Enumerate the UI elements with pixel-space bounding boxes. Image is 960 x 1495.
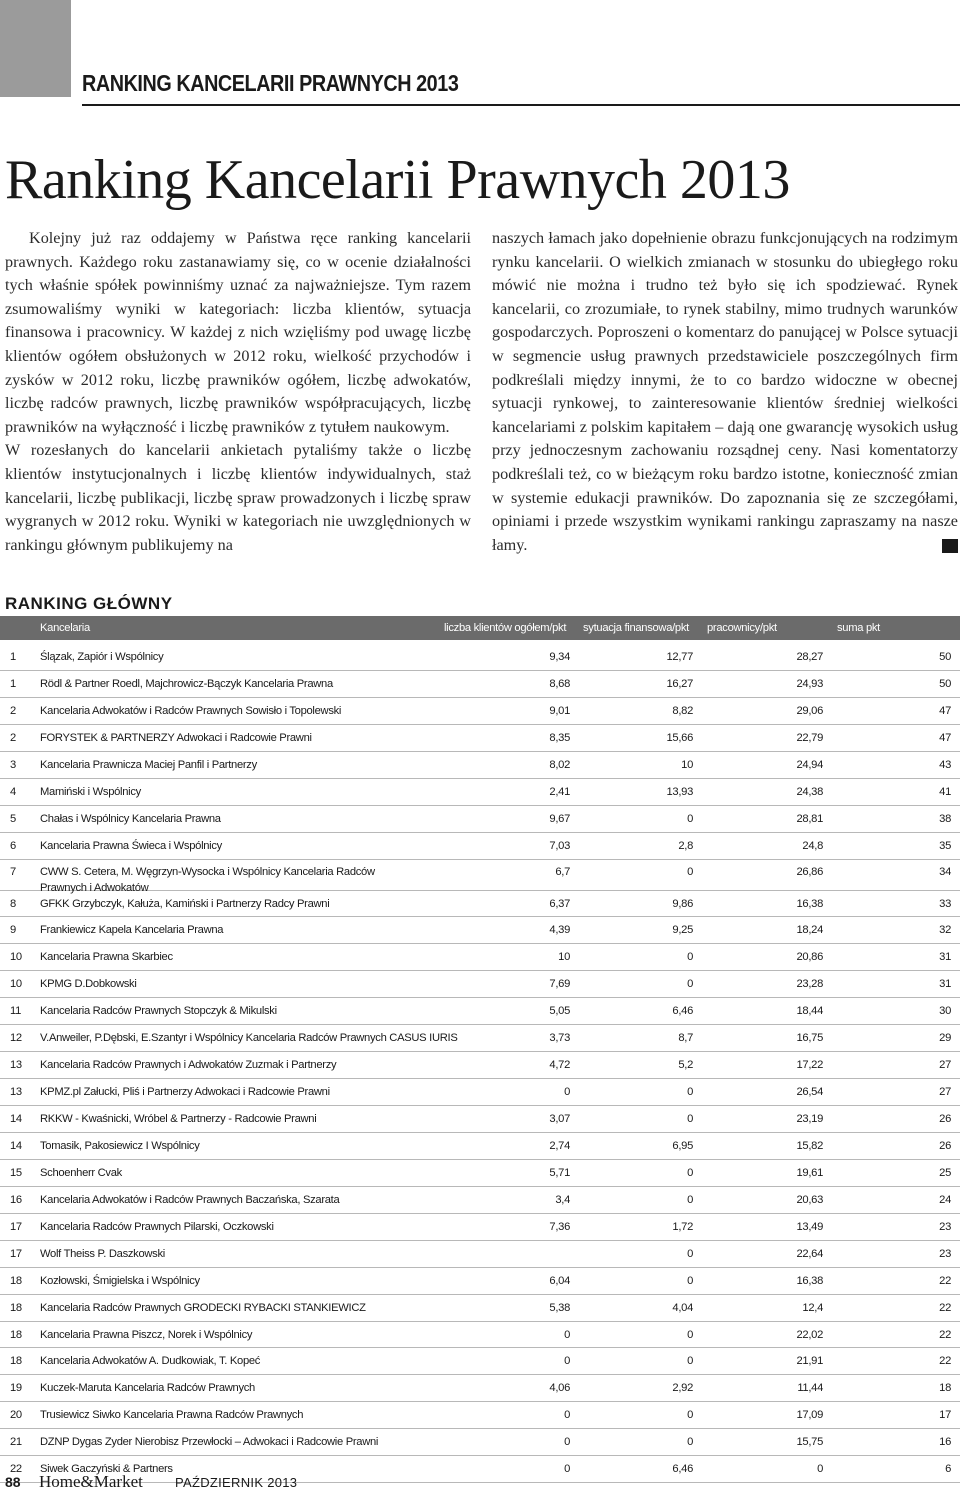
end-of-article-mark xyxy=(942,539,958,553)
rank-cell: 12 xyxy=(10,1032,22,1045)
clients-score-cell: 0 xyxy=(564,1409,570,1422)
table-row xyxy=(0,971,960,998)
total-score-cell: 35 xyxy=(939,839,951,852)
total-score-cell: 24 xyxy=(939,1193,951,1206)
firm-name-cell: Tomasik, Pakosiewicz I Wspólnicy xyxy=(40,1139,200,1152)
clients-score-cell: 8,35 xyxy=(549,731,570,744)
table-row xyxy=(0,1025,960,1052)
finance-score-cell: 4,04 xyxy=(672,1301,693,1314)
finance-score-cell: 0 xyxy=(687,1328,693,1341)
column-header-clients: liczba klientów ogółem/pkt xyxy=(444,622,567,634)
staff-score-cell: 18,44 xyxy=(796,1005,823,1018)
staff-score-cell: 24,8 xyxy=(802,839,823,852)
total-score-cell: 47 xyxy=(939,731,951,744)
finance-score-cell: 0 xyxy=(687,812,693,825)
firm-name-cell: Kancelaria Prawnicza Maciej Panfil i Partnerzy xyxy=(40,758,257,771)
firm-name-cell: Kancelaria Radców Prawnych Stopczyk & Mikulski xyxy=(40,1005,277,1018)
total-score-cell: 30 xyxy=(939,1005,951,1018)
staff-score-cell: 17,09 xyxy=(796,1409,823,1422)
finance-score-cell: 13,93 xyxy=(666,785,693,798)
clients-score-cell: 7,03 xyxy=(549,839,570,852)
magazine-brand: Home&Market xyxy=(39,1472,143,1491)
firm-name-cell: Schoenherr Cvak xyxy=(40,1166,122,1179)
clients-score-cell: 9,67 xyxy=(549,812,570,825)
total-score-cell: 47 xyxy=(939,704,951,717)
finance-score-cell: 6,95 xyxy=(672,1139,693,1152)
header-rule xyxy=(82,104,960,106)
staff-score-cell: 29,06 xyxy=(796,704,823,717)
firm-name-cell: Mamiński i Wspólnicy xyxy=(40,785,141,798)
table-row xyxy=(0,860,960,894)
rank-cell: 17 xyxy=(10,1220,22,1233)
total-score-cell: 17 xyxy=(939,1409,951,1422)
ranking-table xyxy=(0,616,960,1483)
finance-score-cell: 8,7 xyxy=(678,1032,693,1045)
intro-paragraph-3 xyxy=(492,227,958,557)
rank-cell: 19 xyxy=(10,1382,22,1395)
finance-score-cell: 0 xyxy=(687,1166,693,1179)
clients-score-cell: 0 xyxy=(564,1355,570,1368)
intro-paragraph-2: W rozesłanych do kancelarii ankietach pytaliśmy także o liczbę klientów instytucjonalnych i liczbę klientów indywidualnych, staż kancelarii, liczbę publikacji, liczbę spraw prowadzonych i liczbę spraw wygranych w 2012 roku. Wyniki w kategoriach nie uwzględnionych w rankingu głównym publikujemy na xyxy=(5,441,471,554)
column-header-firm: Kancelaria xyxy=(40,622,90,634)
total-score-cell: 33 xyxy=(939,897,951,910)
table-row xyxy=(0,806,960,833)
firm-name-cell: Wolf Theiss P. Daszkowski xyxy=(40,1247,165,1260)
table-row xyxy=(0,1160,960,1187)
table-row xyxy=(0,1375,960,1402)
rank-cell: 10 xyxy=(10,951,22,964)
staff-score-cell: 18,24 xyxy=(796,924,823,937)
rank-cell: 14 xyxy=(10,1113,22,1125)
firm-name-cell: Kancelaria Prawna Skarbiec xyxy=(40,951,173,964)
clients-score-cell: 4,39 xyxy=(549,924,570,937)
finance-score-cell: 2,92 xyxy=(672,1382,693,1395)
table-row xyxy=(0,1295,960,1322)
finance-score-cell: 0 xyxy=(687,1113,693,1125)
table-body xyxy=(0,644,960,1483)
section-header: RANKING KANCELARII PRAWNYCH 2013 xyxy=(82,70,459,96)
staff-score-cell: 15,82 xyxy=(796,1139,823,1152)
firm-name-cell: Frankiewicz Kapela Kancelaria Prawna xyxy=(40,924,224,937)
issue-date: PAŹDZIERNIK 2013 xyxy=(175,1475,298,1490)
table-row xyxy=(0,671,960,698)
table-row xyxy=(0,1187,960,1214)
staff-score-cell: 16,38 xyxy=(796,1274,823,1287)
finance-score-cell: 1,72 xyxy=(672,1220,693,1233)
staff-score-cell: 19,61 xyxy=(796,1166,823,1179)
clients-score-cell: 8,02 xyxy=(549,758,570,771)
rank-cell: 4 xyxy=(10,785,16,798)
total-score-cell: 31 xyxy=(939,951,951,964)
firm-name-cell: Kancelaria Radców Prawnych i Adwokatów Zuzmak i Partnerzy xyxy=(40,1059,337,1072)
clients-score-cell: 7,69 xyxy=(549,978,570,991)
finance-score-cell: 0 xyxy=(687,1355,693,1368)
total-score-cell: 43 xyxy=(939,758,951,771)
finance-score-cell: 6,46 xyxy=(672,1005,693,1018)
firm-name-cell: Kancelaria Radców Prawnych GRODECKI RYBACKI STANKIEWICZ xyxy=(40,1301,366,1314)
finance-score-cell: 0 xyxy=(687,1193,693,1206)
finance-score-cell: 0 xyxy=(687,1274,693,1287)
finance-score-cell: 2,8 xyxy=(678,839,693,852)
total-score-cell: 26 xyxy=(939,1113,951,1125)
staff-score-cell: 16,38 xyxy=(796,897,823,910)
clients-score-cell: 6,04 xyxy=(549,1274,570,1287)
page-number: 88 xyxy=(5,1474,21,1490)
table-row xyxy=(0,1348,960,1375)
table-row xyxy=(0,644,960,671)
firm-name-cell: Ślązak, Zapiór i Wspólnicy xyxy=(40,651,164,663)
clients-score-cell: 3,4 xyxy=(555,1193,570,1206)
total-score-cell: 22 xyxy=(939,1301,951,1314)
finance-score-cell: 0 xyxy=(687,1086,693,1099)
clients-score-cell: 4,06 xyxy=(549,1382,570,1395)
staff-score-cell: 26,54 xyxy=(796,1086,823,1099)
finance-score-cell: 15,66 xyxy=(666,731,693,744)
staff-score-cell: 21,91 xyxy=(796,1355,823,1368)
staff-score-cell: 20,63 xyxy=(796,1193,823,1206)
rank-cell: 18 xyxy=(10,1301,22,1314)
table-row xyxy=(0,698,960,725)
staff-score-cell: 20,86 xyxy=(796,951,823,964)
table-row xyxy=(0,891,960,918)
rank-cell: 5 xyxy=(10,812,16,825)
finance-score-cell: 9,25 xyxy=(672,924,693,937)
rank-cell: 17 xyxy=(10,1247,22,1260)
finance-score-cell: 0 xyxy=(687,1436,693,1449)
clients-score-cell: 0 xyxy=(564,1328,570,1341)
staff-score-cell: 22,79 xyxy=(796,731,823,744)
table-row xyxy=(0,1214,960,1241)
table-row xyxy=(0,917,960,944)
staff-score-cell: 11,44 xyxy=(797,1382,823,1395)
ranking-heading: RANKING GŁÓWNY xyxy=(5,594,173,613)
rank-cell: 22 xyxy=(10,1463,22,1476)
firm-name-cell: Rödl & Partner Roedl, Majchrowicz-Bączyk Kancelaria Prawna xyxy=(40,677,333,690)
table-header-row xyxy=(0,616,960,640)
total-score-cell: 27 xyxy=(939,1086,951,1099)
total-score-cell: 23 xyxy=(939,1220,951,1233)
clients-score-cell: 2,41 xyxy=(549,785,570,798)
clients-score-cell: 3,73 xyxy=(549,1032,570,1045)
firm-name-cell: Kancelaria Radców Prawnych Pilarski, Oczkowski xyxy=(40,1220,274,1233)
table-row xyxy=(0,998,960,1025)
clients-score-cell: 9,34 xyxy=(549,651,570,663)
column-header-finance: sytuacja finansowa/pkt xyxy=(583,622,689,634)
total-score-cell: 16 xyxy=(939,1436,951,1449)
finance-score-cell: 9,86 xyxy=(672,897,693,910)
page-title: Ranking Kancelarii Prawnych 2013 xyxy=(5,149,790,211)
total-score-cell: 38 xyxy=(939,812,951,825)
rank-cell: 8 xyxy=(10,897,16,910)
firm-name-cell: Kozłowski, Śmigielska i Wspólnicy xyxy=(40,1274,200,1287)
firm-name-cell: FORYSTEK & PARTNERZY Adwokaci i Radcowie Prawni xyxy=(40,731,312,744)
corner-decoration xyxy=(0,0,71,97)
table-row xyxy=(0,1402,960,1429)
clients-score-cell: 9,01 xyxy=(549,704,570,717)
table-row xyxy=(0,1241,960,1268)
table-row xyxy=(0,1106,960,1133)
staff-score-cell: 26,86 xyxy=(796,865,823,878)
firm-name-cell: Kancelaria Prawna Piszcz, Norek i Wspólnicy xyxy=(40,1328,253,1341)
finance-score-cell: 16,27 xyxy=(666,677,693,690)
total-score-cell: 29 xyxy=(939,1032,951,1045)
finance-score-cell: 0 xyxy=(687,1247,693,1260)
clients-score-cell: 7,36 xyxy=(549,1220,570,1233)
firm-name-cell: RKKW - Kwaśnicki, Wróbel & Partnerzy - Radcowie Prawni xyxy=(40,1113,317,1125)
intro-right-column xyxy=(492,227,958,557)
rank-cell: 16 xyxy=(10,1193,22,1206)
rank-cell: 20 xyxy=(10,1409,22,1422)
total-score-cell: 23 xyxy=(939,1247,951,1260)
staff-score-cell: 28,81 xyxy=(796,812,823,825)
rank-cell: 9 xyxy=(10,924,16,937)
finance-score-cell: 10 xyxy=(681,758,693,771)
total-score-cell: 41 xyxy=(939,785,951,798)
staff-score-cell: 13,49 xyxy=(796,1220,823,1233)
firm-name-cell: Trusiewicz Siwko Kancelaria Prawna Radców Prawnych xyxy=(40,1409,304,1422)
clients-score-cell: 6,7 xyxy=(555,865,570,878)
staff-score-cell: 22,02 xyxy=(796,1328,823,1341)
firm-name-cell: Kancelaria Adwokatów i Radców Prawnych Baczańska, Szarata xyxy=(40,1193,340,1206)
clients-score-cell: 0 xyxy=(564,1436,570,1449)
firm-name-cell: Kancelaria Adwokatów A. Dudkowiak, T. Kopeć xyxy=(40,1355,261,1368)
firm-name-cell: Kuczek-Maruta Kancelaria Radców Prawnych xyxy=(40,1382,255,1395)
clients-score-cell: 5,05 xyxy=(549,1005,570,1018)
page-footer xyxy=(5,1472,960,1494)
clients-score-cell: 5,71 xyxy=(549,1166,570,1179)
total-score-cell: 25 xyxy=(939,1166,951,1179)
table-row xyxy=(0,725,960,752)
column-header-sum: suma pkt xyxy=(837,622,880,634)
firm-name-cell: Kancelaria Adwokatów i Radców Prawnych Sowisło i Topolewski xyxy=(40,704,342,717)
rank-cell: 13 xyxy=(10,1086,22,1099)
finance-score-cell: 0 xyxy=(687,865,693,878)
firm-name-cell: KPMZ.pl Załucki, Pliś i Partnerzy Adwokaci i Radcowie Prawni xyxy=(40,1086,330,1099)
table-row xyxy=(0,1322,960,1349)
staff-score-cell: 12,4 xyxy=(802,1301,823,1314)
rank-cell: 15 xyxy=(10,1166,22,1179)
total-score-cell: 50 xyxy=(939,651,951,663)
finance-score-cell: 8,82 xyxy=(672,704,693,717)
table-row xyxy=(0,1268,960,1295)
staff-score-cell: 22,64 xyxy=(796,1247,823,1260)
firm-name-cell: Kancelaria Prawna Świeca i Wspólnicy xyxy=(40,839,222,852)
intro-paragraph-1: Kolejny już raz oddajemy w Państwa ręce ranking kancelarii prawnych. Każdego roku zastanawiamy się, co w ocenie działalności tych właśnie spółek powinniśmy uznać za najważniejsze. Tym razem zsumowaliśmy wyniki w kategoriach: liczba klientów, sytuacja finansowa i pracownicy. W każdej z nich wzięliśmy pod uwagę liczbę klientów ogółem obsłużonych w 2012 roku, wielkość przychodów i zysków w 2012 roku, liczbę prawników ogółem, liczbę adwokatów, liczbę radców prawnych, liczbę prawników współpracujących, liczbę prawników na wyłączność i liczbę prawników z tytułem naukowym. xyxy=(5,229,471,436)
rank-cell: 13 xyxy=(10,1059,22,1072)
rank-cell: 21 xyxy=(10,1436,22,1449)
clients-score-cell: 4,72 xyxy=(549,1059,570,1072)
firm-name-cell: Siwek Gaczyński & Partners xyxy=(40,1463,173,1476)
table-row xyxy=(0,1429,960,1456)
clients-score-cell: 8,68 xyxy=(549,677,570,690)
total-score-cell: 50 xyxy=(939,677,951,690)
rank-cell: 1 xyxy=(10,677,16,690)
staff-score-cell: 24,93 xyxy=(796,677,823,690)
staff-score-cell: 23,28 xyxy=(796,978,823,991)
clients-score-cell: 3,07 xyxy=(549,1113,570,1125)
finance-score-cell: 12,77 xyxy=(666,651,693,663)
staff-score-cell: 17,22 xyxy=(796,1059,823,1072)
rank-cell: 2 xyxy=(10,731,16,744)
rank-cell: 7 xyxy=(10,865,16,878)
table-row xyxy=(0,1079,960,1106)
table-row xyxy=(0,779,960,806)
rank-cell: 18 xyxy=(10,1328,22,1341)
total-score-cell: 6 xyxy=(945,1463,951,1476)
total-score-cell: 31 xyxy=(939,978,951,991)
rank-cell: 14 xyxy=(10,1139,22,1152)
clients-score-cell: 0 xyxy=(564,1086,570,1099)
staff-score-cell: 24,94 xyxy=(796,758,823,771)
rank-cell: 10 xyxy=(10,978,22,991)
firm-name-cell: GFKK Grzybczyk, Kałuża, Kamiński i Partnerzy Radcy Prawni xyxy=(40,897,330,910)
rank-cell: 3 xyxy=(10,758,16,771)
finance-score-cell: 0 xyxy=(687,978,693,991)
staff-score-cell: 28,27 xyxy=(796,651,823,663)
firm-name-cell: KPMG D.Dobkowski xyxy=(40,978,137,991)
rank-cell: 6 xyxy=(10,839,16,852)
staff-score-cell: 24,38 xyxy=(796,785,823,798)
intro-paragraph-3-text: naszych łamach jako dopełnienie obrazu funkcjonujących na rodzimym rynku kancelarii. O wielkich zmianach w stosunku do ubiegłego roku mówić nie można i trudno też było się ich spodziewać. Rynek kancelarii, co zrozumiałe, to rynek stabilny, mimo trudnych warunków gospodarczych. Poproszeni o komentarz do panującej w Polsce sytuacji w segmencie usług prawnych przedstawiciele poszczególnych firm podkreślali między innymi, że to co bardzo widoczne w obecnej sytuacji rynkowej, to zainteresowanie klientów średniej wielkości kancelariami z polskim kapitałem – dają one gwarancję wysokich usług przy jednoczesnym zachowaniu rozsądnej ceny. Nasi komentatorzy podkreślali też, co w bieżącym roku bardzo istotne, konieczność zmian w systemie edukacji prawników. Do zapoznania się ze szczegółami, opiniami i przede wszystkim wynikami rankingu zapraszamy na nasze łamy. xyxy=(492,229,958,554)
clients-score-cell: 5,38 xyxy=(549,1301,570,1314)
table-row xyxy=(0,1052,960,1079)
clients-score-cell: 10 xyxy=(558,951,570,964)
rank-cell: 11 xyxy=(10,1005,22,1018)
table-row xyxy=(0,944,960,971)
total-score-cell: 22 xyxy=(939,1355,951,1368)
total-score-cell: 34 xyxy=(939,865,951,878)
clients-score-cell: 2,74 xyxy=(549,1139,570,1152)
rank-cell: 18 xyxy=(10,1355,22,1368)
finance-score-cell: 5,2 xyxy=(678,1059,693,1072)
staff-score-cell: 23,19 xyxy=(796,1113,823,1125)
total-score-cell: 22 xyxy=(939,1274,951,1287)
rank-cell: 1 xyxy=(10,651,16,663)
finance-score-cell: 6,46 xyxy=(672,1463,693,1476)
staff-score-cell: 16,75 xyxy=(796,1032,823,1045)
intro-left-column xyxy=(5,227,471,557)
total-score-cell: 32 xyxy=(939,924,951,937)
total-score-cell: 18 xyxy=(939,1382,951,1395)
rank-cell: 2 xyxy=(10,704,16,717)
clients-score-cell: 6,37 xyxy=(549,897,570,910)
clients-score-cell: 0 xyxy=(564,1463,570,1476)
firm-name-cell: DZNP Dygas Zyder Nierobisz Przewłocki – Adwokaci i Radcowie Prawni xyxy=(40,1436,379,1449)
total-score-cell: 22 xyxy=(939,1328,951,1341)
column-header-staff: pracownicy/pkt xyxy=(707,622,777,634)
finance-score-cell: 0 xyxy=(687,951,693,964)
firm-name-cell: V.Anweiler, P.Dębski, E.Szantyr i Wspólnicy Kancelaria Radców Prawnych CASUS IURIS xyxy=(40,1032,458,1045)
rank-cell: 18 xyxy=(10,1274,22,1287)
total-score-cell: 27 xyxy=(939,1059,951,1072)
finance-score-cell: 0 xyxy=(687,1409,693,1422)
firm-name-cell: CWW S. Cetera, M. Węgrzyn-Wysocka i Wspólnicy Kancelaria Radców Prawnych i Adwokatów xyxy=(40,865,375,894)
table-row xyxy=(0,833,960,860)
staff-score-cell: 15,75 xyxy=(796,1436,823,1449)
table-row xyxy=(0,1133,960,1160)
table-row xyxy=(0,752,960,779)
total-score-cell: 26 xyxy=(939,1139,951,1152)
staff-score-cell: 0 xyxy=(817,1463,823,1476)
firm-name-cell: Chałas i Wspólnicy Kancelaria Prawna xyxy=(40,812,221,825)
